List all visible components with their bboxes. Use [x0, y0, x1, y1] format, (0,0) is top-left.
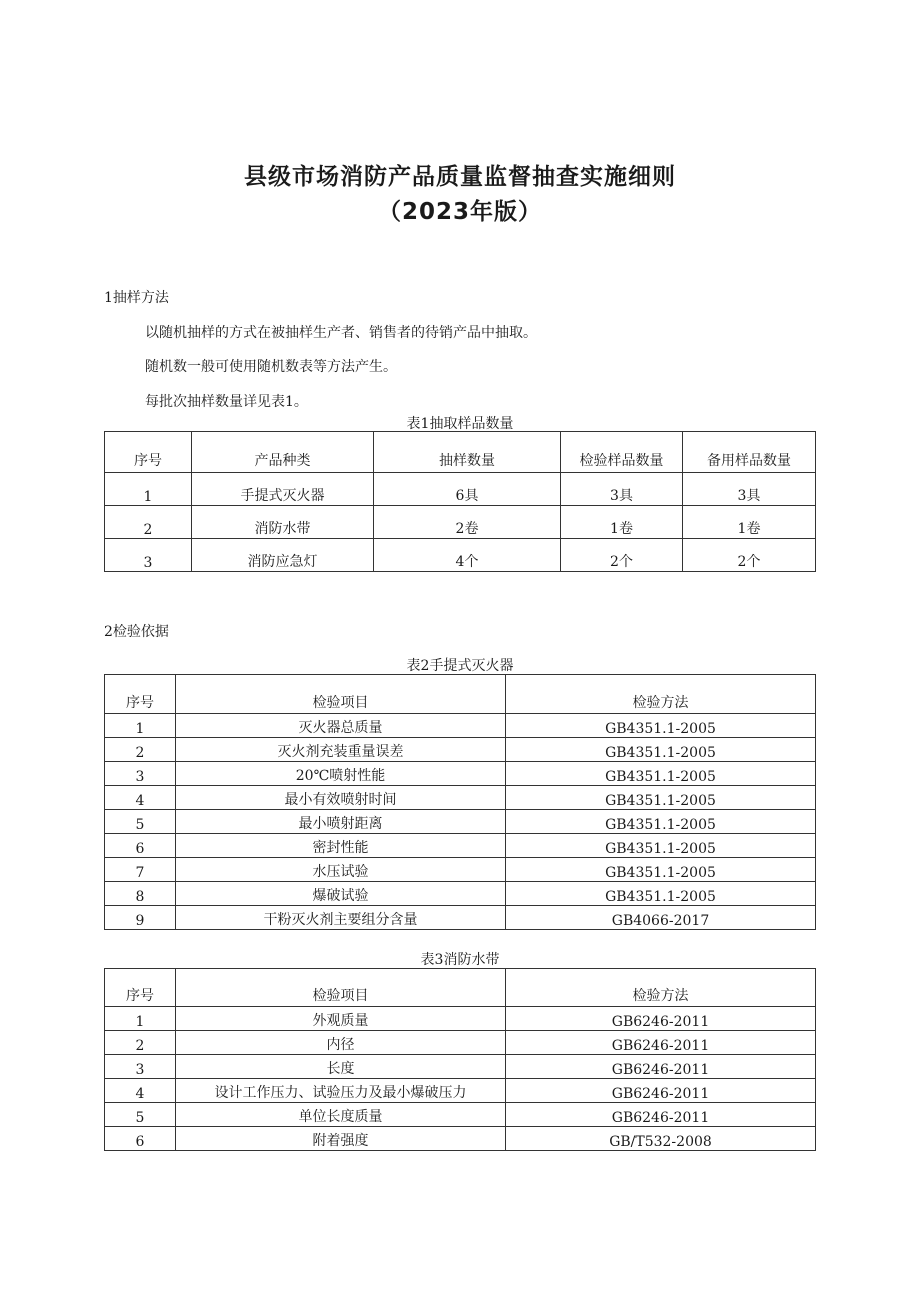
paragraph: 随机数一般可使用随机数表等方法产生。: [145, 359, 397, 375]
table-cell: GB4351.1-2005: [506, 834, 816, 858]
table-cell: 2卷: [374, 506, 561, 539]
table-cell: 2: [105, 738, 176, 762]
paragraph: 每批次抽样数量详见表1。: [145, 394, 308, 410]
table-row: [105, 1127, 816, 1151]
table-cell: 6: [105, 834, 176, 858]
table-cell: GB6246-2011: [506, 1055, 816, 1079]
table-cell: GB4351.1-2005: [506, 882, 816, 906]
table-cell: 4个: [374, 539, 561, 572]
header-cell: 备用样品数量: [683, 432, 816, 473]
table-cell: 水压试验: [176, 858, 506, 882]
table-cell: 2个: [561, 539, 683, 572]
table-cell: 1: [105, 1007, 176, 1031]
table-cell: GB4351.1-2005: [506, 858, 816, 882]
table-cell: 5: [105, 1103, 176, 1127]
table-cell: 5: [105, 810, 176, 834]
table-row: [105, 906, 816, 930]
header-cell: 检验方法: [506, 969, 816, 1007]
table-2-caption: 表2手提式灭火器: [406, 658, 514, 674]
table-cell: GB4066-2017: [506, 906, 816, 930]
table-cell: 1: [105, 473, 192, 506]
table-cell: GB4351.1-2005: [506, 762, 816, 786]
table-cell: 内径: [176, 1031, 506, 1055]
table-cell: GB6246-2011: [506, 1103, 816, 1127]
table-header-row: [105, 432, 816, 473]
table-1-caption: 表1抽取样品数量: [406, 416, 514, 432]
table-row: [105, 473, 816, 506]
header-cell: 序号: [105, 432, 192, 473]
table-cell: 灭火器总质量: [176, 714, 506, 738]
table-cell: 3具: [683, 473, 816, 506]
table-row: [105, 834, 816, 858]
table-3-caption: 表3消防水带: [420, 952, 500, 968]
table-cell: 6具: [374, 473, 561, 506]
table-cell: 2: [105, 1031, 176, 1055]
table-cell: 1: [105, 714, 176, 738]
table-row: [105, 786, 816, 810]
table-cell: GB6246-2011: [506, 1007, 816, 1031]
table-cell: 3: [105, 1055, 176, 1079]
table-cell: 长度: [176, 1055, 506, 1079]
header-cell: 序号: [105, 969, 176, 1007]
table-cell: 6: [105, 1127, 176, 1151]
table-header-row: [105, 969, 816, 1007]
table-cell: GB6246-2011: [506, 1031, 816, 1055]
table-cell: 1卷: [683, 506, 816, 539]
table-cell: 设计工作压力、试验压力及最小爆破压力: [176, 1079, 506, 1103]
table-cell: 9: [105, 906, 176, 930]
table-cell: 干粉灭火剂主要组分含量: [176, 906, 506, 930]
fire-hose-inspection-table: [104, 968, 816, 1151]
header-cell: 检验样品数量: [561, 432, 683, 473]
table-row: [105, 1055, 816, 1079]
table-cell: 灭火剂充装重量误差: [176, 738, 506, 762]
table-header-row: [105, 675, 816, 714]
table-cell: GB4351.1-2005: [506, 714, 816, 738]
table-cell: 1卷: [561, 506, 683, 539]
table-row: [105, 539, 816, 572]
table-cell: 最小喷射距离: [176, 810, 506, 834]
table-row: [105, 1103, 816, 1127]
table-row: [105, 506, 816, 539]
paragraph: 以随机抽样的方式在被抽样生产者、销售者的待销产品中抽取。: [145, 325, 537, 341]
table-row: [105, 738, 816, 762]
table-cell: 附着强度: [176, 1127, 506, 1151]
table-cell: 4: [105, 1079, 176, 1103]
table-cell: 3具: [561, 473, 683, 506]
table-cell: 手提式灭火器: [192, 473, 374, 506]
table-cell: 2个: [683, 539, 816, 572]
table-cell: GB4351.1-2005: [506, 810, 816, 834]
table-row: [105, 882, 816, 906]
header-cell: 检验项目: [176, 675, 506, 714]
table-cell: 3: [105, 762, 176, 786]
header-cell: 检验项目: [176, 969, 506, 1007]
table-cell: 20℃喷射性能: [176, 762, 506, 786]
table-cell: GB4351.1-2005: [506, 786, 816, 810]
document-title: 县级市场消防产品质量监督抽查实施细则: [244, 164, 676, 190]
table-cell: 单位长度质量: [176, 1103, 506, 1127]
table-row: [105, 714, 816, 738]
table-row: [105, 1007, 816, 1031]
table-row: [105, 1031, 816, 1055]
section-1-heading: 1抽样方法: [104, 290, 169, 306]
table-cell: 7: [105, 858, 176, 882]
table-cell: GB4351.1-2005: [506, 738, 816, 762]
table-cell: GB/T532-2008: [506, 1127, 816, 1151]
header-cell: 产品种类: [192, 432, 374, 473]
header-cell: 序号: [105, 675, 176, 714]
extinguisher-inspection-table: [104, 674, 816, 930]
table-cell: GB6246-2011: [506, 1079, 816, 1103]
header-cell: 抽样数量: [374, 432, 561, 473]
table-cell: 消防应急灯: [192, 539, 374, 572]
table-row: [105, 810, 816, 834]
table-cell: 爆破试验: [176, 882, 506, 906]
table-cell: 密封性能: [176, 834, 506, 858]
table-cell: 3: [105, 539, 192, 572]
sample-quantity-table: [104, 431, 816, 572]
header-cell: 检验方法: [506, 675, 816, 714]
table-row: [105, 858, 816, 882]
document-subtitle: （2023年版）: [377, 199, 542, 225]
table-cell: 外观质量: [176, 1007, 506, 1031]
table-row: [105, 1079, 816, 1103]
table-cell: 8: [105, 882, 176, 906]
table-cell: 最小有效喷射时间: [176, 786, 506, 810]
table-cell: 消防水带: [192, 506, 374, 539]
table-cell: 4: [105, 786, 176, 810]
table-cell: 2: [105, 506, 192, 539]
table-row: [105, 762, 816, 786]
section-2-heading: 2检验依据: [104, 624, 169, 640]
